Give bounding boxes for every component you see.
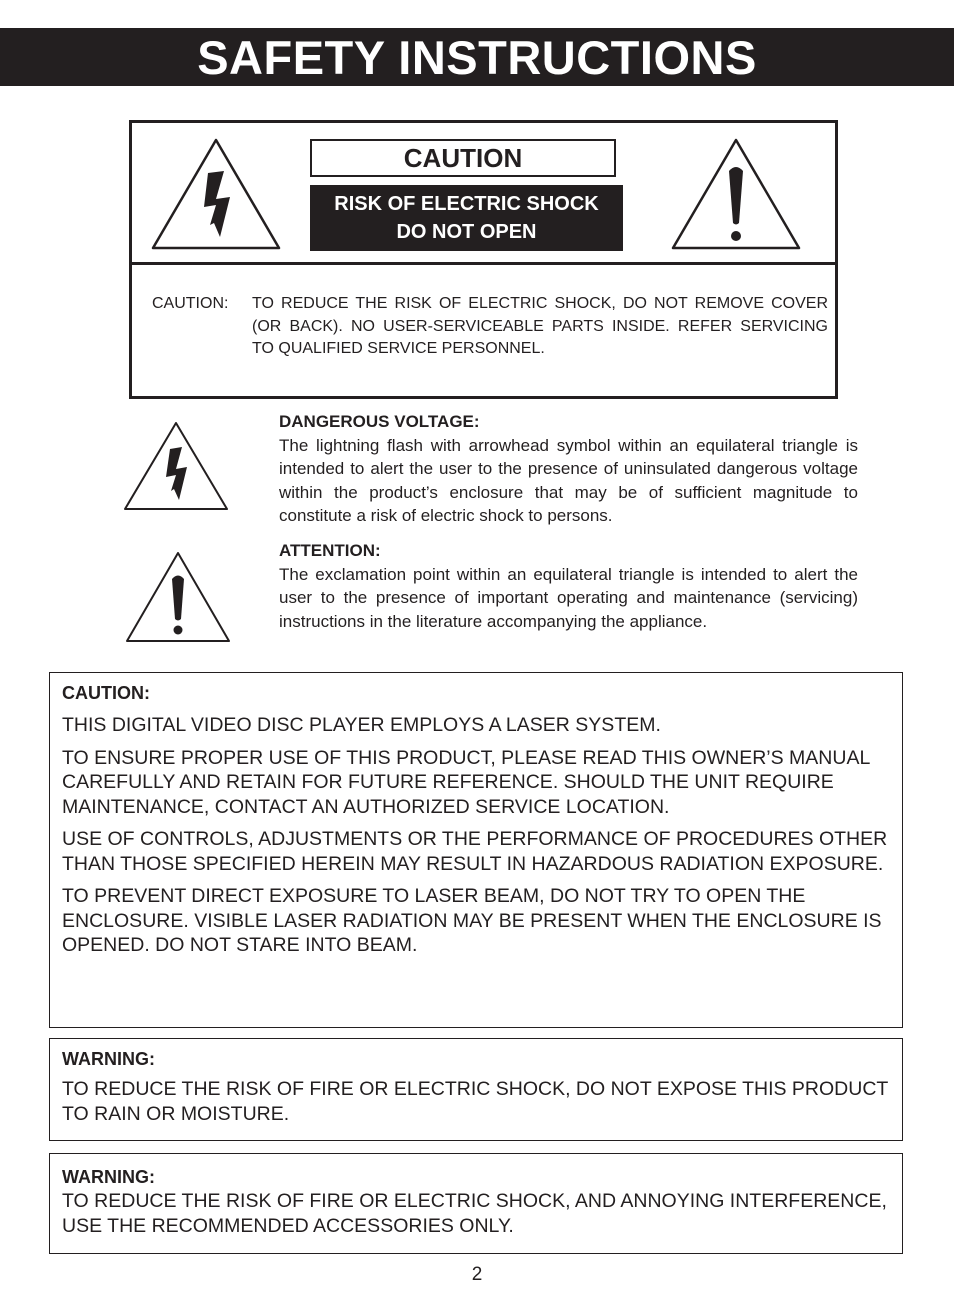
risk-line-2: DO NOT OPEN: [396, 221, 537, 243]
warning-text: TO REDUCE THE RISK OF FIRE OR ELECTRIC SHOCK, DO NOT EXPOSE THIS PRODUCT TO RAIN OR MOISTURE.: [62, 1078, 888, 1125]
caution-heading: CAUTION: [310, 139, 616, 177]
dangerous-voltage-text: The lightning flash with arrowhead symbol within an equilateral triangle is intended to alert the user to the presence of uninsulated dangerous voltage within the product’s enclosure that may be of sufficient magnitude to constitute a risk of electric shock to persons.: [279, 435, 858, 525]
exclamation-triangle-icon: [125, 551, 231, 643]
laser-caution-paragraph: TO ENSURE PROPER USE OF THIS PRODUCT, PLEASE READ THIS OWNER’S MANUAL CAREFULLY AND RETAIN FOR FUTURE REFERENCE. SHOULD THE UNIT REQUIRE MAINTENANCE, CONTACT AN AUTHORIZED SERVICE LOCATION.: [62, 746, 870, 818]
risk-line-1: RISK OF ELECTRIC SHOCK: [334, 193, 599, 215]
dangerous-voltage-explanation: [279, 410, 858, 528]
warning-accessories-box: [49, 1153, 903, 1254]
dangerous-voltage-heading: DANGEROUS VOLTAGE:: [279, 412, 480, 431]
laser-caution-paragraph: TO PREVENT DIRECT EXPOSURE TO LASER BEAM, DO NOT TRY TO OPEN THE ENCLOSURE. VISIBLE LASER RADIATION MAY BE PRESENT WHEN THE ENCLOSURE IS OPENED. DO NOT STARE INTO BEAM.: [62, 885, 882, 956]
attention-explanation: [279, 539, 858, 633]
warning-moisture-box: [49, 1038, 903, 1141]
caution-label-header: [132, 123, 835, 265]
laser-caution-heading: CAUTION:: [62, 683, 150, 703]
warning-heading: WARNING:: [62, 1167, 155, 1187]
attention-text: The exclamation point within an equilateral triangle is intended to alert the user to the presence of important operating and maintenance (servicing) instructions in the literature accompanying the appliance.: [279, 564, 858, 631]
laser-caution-paragraph: THIS DIGITAL VIDEO DISC PLAYER EMPLOYS A LASER SYSTEM.: [62, 714, 661, 736]
exclamation-triangle-icon: [670, 137, 802, 251]
laser-caution-box: [49, 672, 903, 1028]
lightning-triangle-icon: [123, 421, 229, 511]
page-title: SAFETY INSTRUCTIONS: [197, 30, 757, 84]
page-number: 2: [471, 1264, 483, 1285]
warning-text: TO REDUCE THE RISK OF FIRE OR ELECTRIC SHOCK, AND ANNOYING INTERFERENCE, USE THE RECOMMENDED ACCESSORIES ONLY.: [62, 1190, 887, 1237]
warning-heading: WARNING:: [62, 1049, 155, 1069]
risk-of-shock-block: [310, 185, 623, 251]
title-bar: [0, 28, 954, 86]
laser-caution-paragraph: USE OF CONTROLS, ADJUSTMENTS OR THE PERFORMANCE OF PROCEDURES OTHER THAN THOSE SPECIFIED HEREIN MAY RESULT IN HAZARDOUS RADIATION EXPOSURE.: [62, 828, 888, 875]
caution-note-label: CAUTION:: [152, 295, 229, 312]
caution-note: [152, 293, 828, 361]
lightning-triangle-icon: [150, 137, 282, 251]
caution-label-box: [129, 120, 838, 399]
attention-heading: ATTENTION:: [279, 541, 381, 560]
caution-note-text: TO REDUCE THE RISK OF ELECTRIC SHOCK, DO NOT REMOVE COVER (OR BACK). NO USER-SERVICEABLE PARTS INSIDE. REFER SERVICING TO QUALIFIED SERVICE PERSONNEL.: [252, 295, 828, 357]
